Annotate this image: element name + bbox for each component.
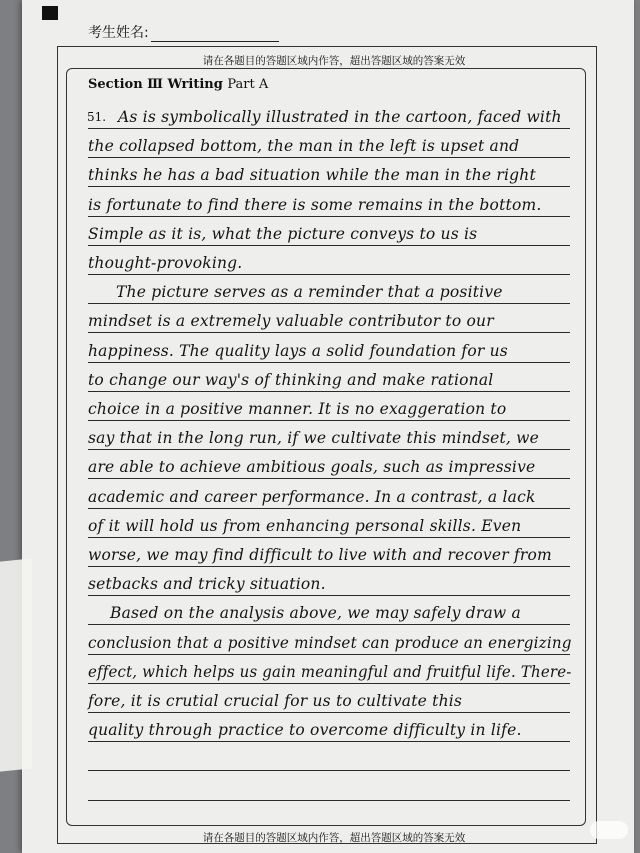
- candidate-name-blank: [151, 41, 279, 42]
- essay-line: Simple as it is, what the picture conveys to us is: [88, 225, 478, 243]
- essay-line: mindset is a extremely valuable contributor to our: [88, 312, 494, 330]
- ruled-line: [88, 332, 570, 333]
- ruled-line: [88, 624, 570, 625]
- essay-line: worse, we may find difficult to live with and recover from: [88, 546, 552, 564]
- candidate-name-row: [88, 22, 279, 42]
- ruled-line: [88, 537, 570, 538]
- essay-line: quality through practice to overcome difficulty in life.: [88, 721, 522, 739]
- essay-line: Based on the analysis above, we may safely draw a: [110, 604, 521, 622]
- candidate-name-label: 考生姓名:: [88, 25, 149, 41]
- essay-line: say that in the long run, if we cultivate this mindset, we: [88, 429, 539, 447]
- question-number: 51.: [87, 110, 107, 124]
- ruled-line: [88, 274, 570, 275]
- essay-line: the collapsed bottom, the man in the left is upset and: [88, 137, 520, 155]
- essay-line: is fortunate to find there is some remains in the bottom.: [88, 196, 542, 214]
- ruled-line: [88, 595, 570, 596]
- registration-mark: [42, 6, 58, 20]
- ruled-line: [88, 654, 570, 655]
- ruled-line: [88, 420, 570, 421]
- essay-line: academic and career performance. In a contrast, a lack: [88, 488, 536, 506]
- section-title-text: Section Ⅲ Writing: [88, 77, 223, 92]
- essay-line: The picture serves as a reminder that a positive: [116, 283, 503, 301]
- watermark-badge: [590, 821, 628, 839]
- ruled-line: [88, 800, 570, 801]
- essay-line: of it will hold us from enhancing personal skills. Even: [88, 517, 522, 535]
- ruled-line: [88, 245, 570, 246]
- essay-line: effect, which helps us gain meaningful and fruitful life. There-: [88, 663, 572, 681]
- essay-line: As is symbolically illustrated in the cartoon, faced with: [118, 108, 562, 126]
- ruled-line: [88, 683, 570, 684]
- answer-area-notice-top: 请在各题目的答题区域内作答，超出答题区域的答案无效: [202, 55, 466, 67]
- section-title: [88, 77, 268, 92]
- essay-line: thinks he has a bad situation while the man in the right: [88, 166, 536, 184]
- ruled-line: [88, 478, 570, 479]
- background-object: [0, 558, 32, 771]
- essay-line: are able to achieve ambitious goals, such as impressive: [88, 458, 536, 476]
- essay-line: to change our way's of thinking and make rational: [88, 371, 494, 389]
- ruled-line: [88, 186, 570, 187]
- ruled-line: [88, 157, 570, 158]
- essay-line: choice in a positive manner. It is no exaggeration to: [88, 400, 507, 418]
- essay-line: conclusion that a positive mindset can produce an energizing: [88, 634, 572, 652]
- ruled-line: [88, 741, 570, 742]
- ruled-line: [88, 566, 570, 567]
- ruled-line: [88, 712, 570, 713]
- ruled-line: [88, 770, 570, 771]
- essay-line: fore, it is crutial crucial for us to cultivate this: [88, 692, 463, 710]
- ruled-line: [88, 508, 570, 509]
- answer-area-notice-bottom: 请在各题目的答题区域内作答，超出答题区域的答案无效: [202, 832, 466, 844]
- ruled-line: [88, 449, 570, 450]
- ruled-line: [88, 128, 570, 129]
- ruled-line: [88, 303, 570, 304]
- essay-line: thought-provoking.: [88, 254, 243, 272]
- essay-line: happiness. The quality lays a solid foundation for us: [88, 342, 508, 360]
- ruled-line: [88, 216, 570, 217]
- ruled-line: [88, 391, 570, 392]
- section-part: Part A: [227, 77, 269, 92]
- ruled-line: [88, 362, 570, 363]
- essay-line: setbacks and tricky situation.: [88, 575, 326, 593]
